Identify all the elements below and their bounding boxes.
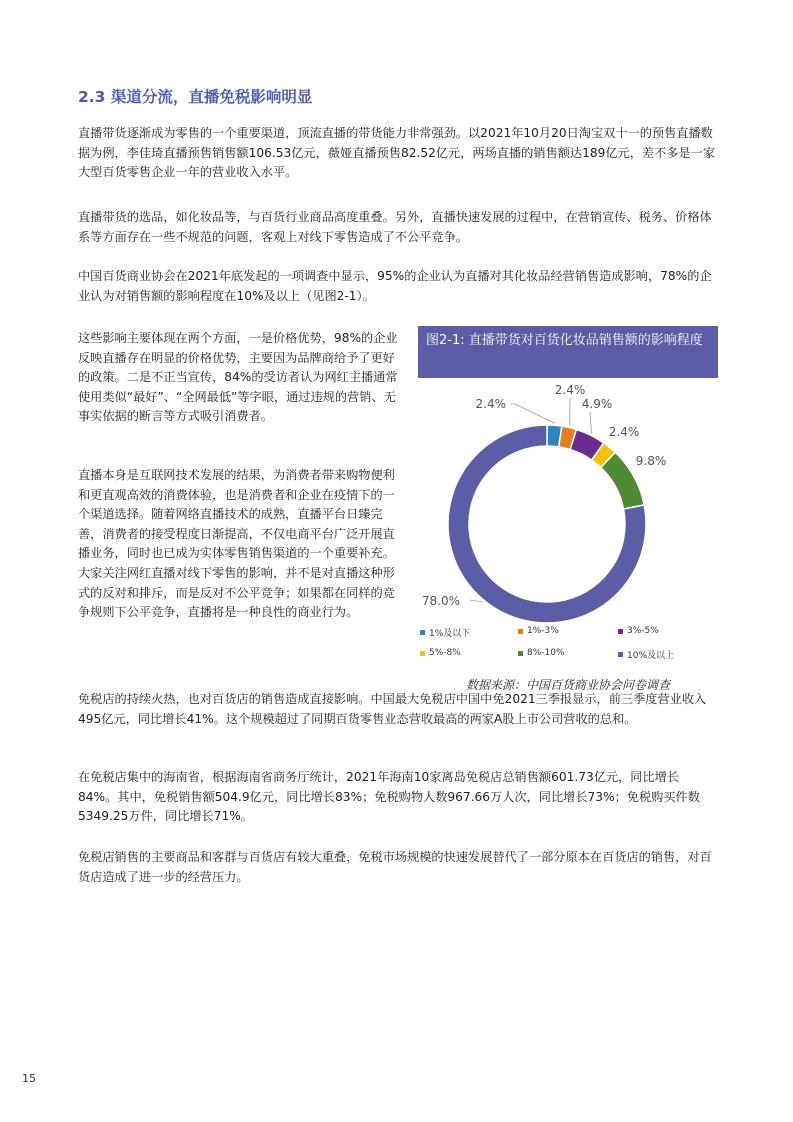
data-label-3-5: 4.9%: [581, 397, 613, 411]
legend-swatch: [518, 651, 523, 656]
paragraph-survey-results: 中国百货商业协会在2021年底发起的一项调查中显示，95%的企业认为直播对其化妆品经营销售造成影响，78%的企业认为对销售额的影响程度在10%及以上（见图2-1）。: [78, 269, 712, 303]
data-label-le-1: 2.4%: [475, 397, 506, 411]
paragraph-duty-free: 免税店的持续火热，也对百货店的销售造成直接影响。中国最大免税店中国中免2021三季报显示，前三季度营业收入495亿元，同比增长41%。这个规模超过了同期百货零售业态营收最高的两家A股上市公司营收的总和。: [78, 692, 707, 726]
leader-line-3-5: [590, 412, 591, 433]
paragraph-product-overlap: 直播带货的选品，如化妆品等，与百货行业商品高度重叠。另外，直播快速发展的过程中，在营销宣传、税务、价格体系等方面存在一些不规范的问题，客观上对线下零售造成了不公平竞争。: [78, 210, 712, 244]
legend-label: 8%-10%: [527, 648, 565, 658]
section-title: 2.3 渠道分流，直播免税影响明显: [78, 88, 313, 106]
legend-item-5-8: [420, 648, 461, 658]
data-label-5-8: 2.4%: [608, 425, 640, 439]
legend-item-le-1: [420, 626, 470, 639]
legend-swatch: [618, 652, 623, 657]
data-label-1-3: 2.4%: [554, 383, 586, 397]
legend-item-3-5: [618, 626, 659, 636]
legend-label: 5%-8%: [429, 648, 461, 658]
legend-swatch: [420, 651, 425, 656]
leader-line-le-1: [511, 404, 555, 423]
legend-label: 3%-5%: [627, 626, 659, 636]
leader-line-ge-10: [470, 600, 483, 602]
page-number: 15: [22, 1072, 36, 1085]
legend-label: 10%及以上: [627, 651, 675, 661]
figure-title: 图2-1: 直播带货对百货化妆品销售额的影响程度: [418, 326, 718, 378]
paragraph-impact-aspects: 这些影响主要体现在两个方面，一是价格优势，98%的企业反映直播存在明显的价格优势，主要因为品牌商给予了更好的政策。二是不正当宣传，84%的受访者认为网红主播通常使用类似“最好”、“全网最低”等字眼，通过违规的营销、无事实依据的断言等方式吸引消费者。: [78, 331, 398, 424]
paragraph-livestream-channel: 直播带货逐渐成为零售的一个重要渠道，顶流直播的带货能力非常强劲。以2021年10月20日淘宝双十一的预售直播数据为例，李佳琦直播预售销售额106.53亿元，薇娅直播预售82.52亿元，两场直播的销售额达189亿元，差不多是一家大型百货零售企业一年的营业收入水平。: [78, 126, 716, 180]
legend-item-1-3: [518, 626, 559, 636]
legend-label: 1%-3%: [527, 626, 559, 636]
figure-source: 数据来源：中国百货商业协会问卷调查: [465, 678, 670, 692]
data-label-8-10: 9.8%: [635, 454, 667, 468]
legend-swatch: [420, 630, 425, 635]
legend-label: 1%及以下: [429, 629, 471, 639]
legend-swatch: [618, 629, 623, 634]
paragraph-livestream-nature: 直播本身是互联网技术发展的结果，为消费者带来购物便利和更直观高效的消费体验，也是消费者和企业在疫情下的一个渠道选择。随着网络直播技术的成熟，直播平台日臻完善，消费者的接受程度日渐提高，不仅电商平台广泛开展直播业务，同时也已成为实体零售销售渠道的一个重要补充。大家关注网红直播对线下零售的影响，并不是对直播这种形式的反对和排斥，而是反对不公平竞争；如果都在同样的竞争规则下公平竞争，直播将是一种良性的商业行为。: [78, 468, 395, 620]
legend-item-ge-10: [618, 648, 674, 661]
data-label-ge-10: 78.0%: [421, 594, 460, 608]
legend-item-8-10: [518, 648, 565, 658]
legend-swatch: [518, 629, 523, 634]
paragraph-hainan-stats: 在免税店集中的海南省，根据海南省商务厅统计，2021年海南10家离岛免税店总销售额601.73亿元，同比增长84%。其中，免税销售额504.9亿元，同比增长83%；免税购物人数967.66万人次，同比增长73%；免税购买件数5349.25万件，同比增长71%。: [78, 770, 700, 824]
donut-chart: [418, 378, 718, 623]
paragraph-duty-free-pressure: 免税店销售的主要商品和客群与百货店有较大重叠，免税市场规模的快速发展替代了一部分原本在百货店的销售，对百货店造成了进一步的经营压力。: [78, 850, 712, 884]
